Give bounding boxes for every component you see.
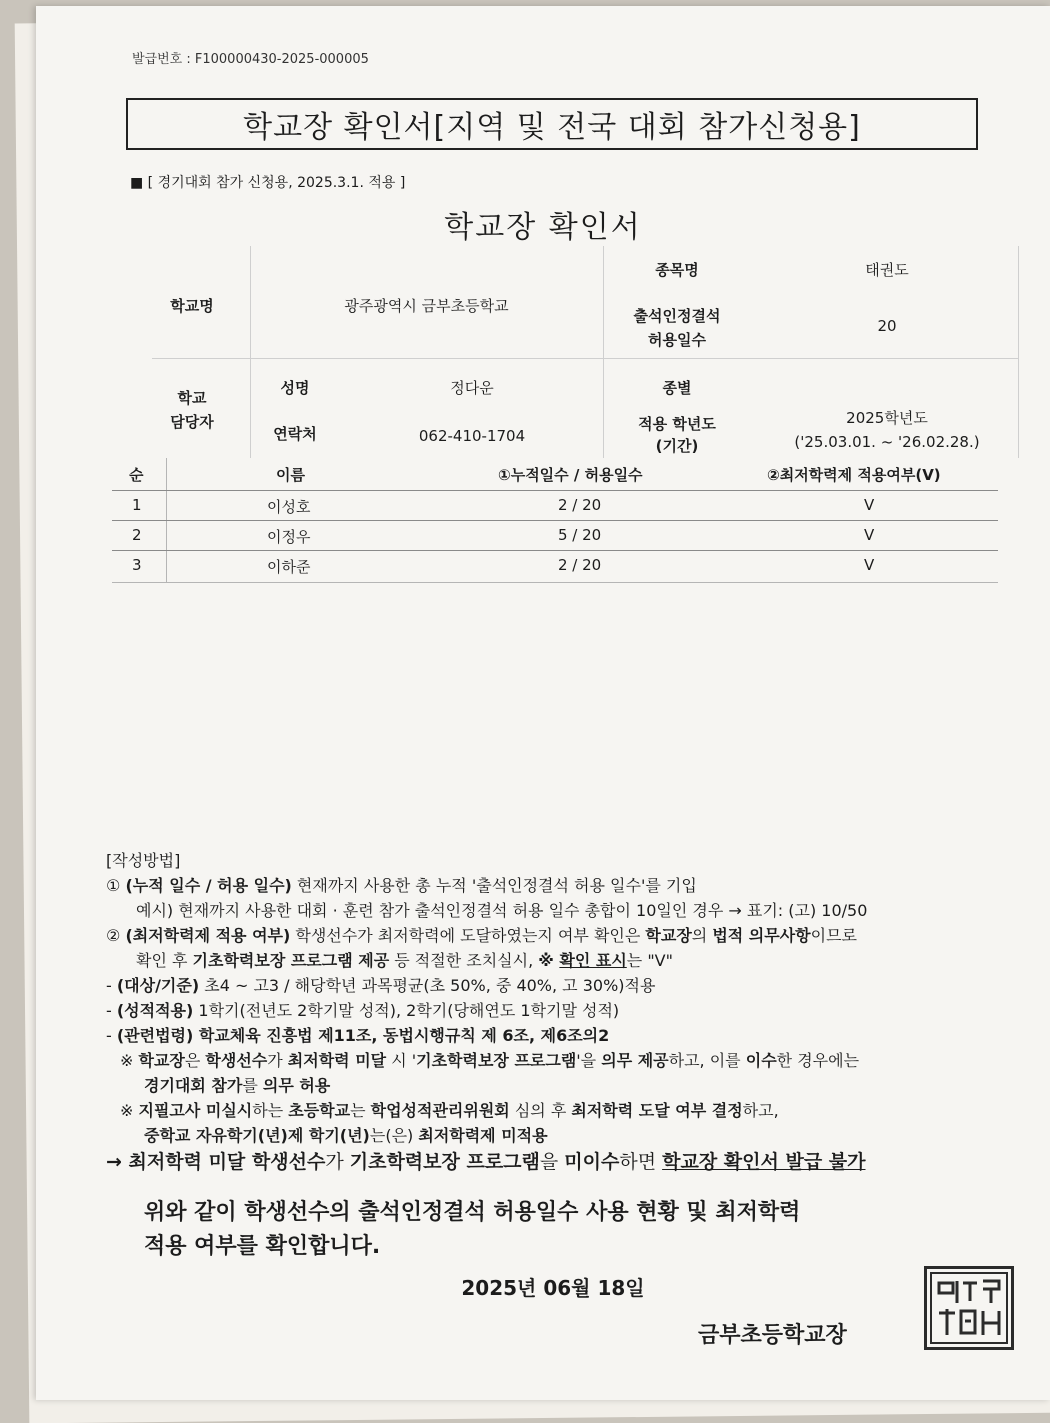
school-label: 학교명 <box>170 297 214 315</box>
year-value-2: ('25.03.01. ~ '26.02.28.) <box>794 433 980 451</box>
row-days: 2 / 20 <box>558 556 602 574</box>
issue-number: 발급번호 : F100000430-2025-000005 <box>132 52 369 67</box>
col-header-name: 이름 <box>276 466 305 484</box>
row-name: 이성호 <box>267 498 311 516</box>
principal-signature: 금부초등학교장 <box>698 1323 847 1348</box>
info-table <box>112 246 988 458</box>
contact-label: 연락처 <box>273 425 317 443</box>
sub-title: 학교장 확인서 <box>444 210 642 245</box>
allowed-days-value: 20 <box>877 317 897 335</box>
guide-line: - (성적적용) 1학기(전년도 2학기말 성적), 2학기(당해연도 1학기말 성적) <box>106 1001 620 1020</box>
guide-line: 예시) 현재까지 사용한 대회 · 훈련 참가 출석인정결석 허용 일수 총합이 10일인 경우 → 표기: (고) 10/50 <box>136 901 868 920</box>
application-notice: ■ [ 경기대회 참가 신청용, 2025.3.1. 적용 ] <box>130 175 406 191</box>
manager-label-1: 학교 <box>177 389 207 407</box>
document-page <box>36 6 1050 1400</box>
year-value-1: 2025학년도 <box>846 409 928 427</box>
guide-line: ① (누적 일수 / 허용 일수) 현재까지 사용한 총 누적 '출석인정결석 허용 일수'를 기입 <box>106 876 697 895</box>
guide-line: 확인 후 기초학력보장 프로그램 제공 등 적절한 조치실시, ※ 확인 표시는 "V" <box>136 951 673 970</box>
col-header-days: ①누적일수 / 허용일수 <box>498 466 643 484</box>
row-applied: V <box>864 526 875 544</box>
row-no: 2 <box>132 526 142 544</box>
name-label: 성명 <box>280 379 310 397</box>
row-days: 2 / 20 <box>558 496 602 514</box>
name-value: 정다운 <box>450 379 494 397</box>
table-row <box>112 492 998 522</box>
event-label: 종목명 <box>655 261 699 279</box>
year-label-1: 적용 학년도 <box>638 415 716 433</box>
year-label-2: (기간) <box>655 437 699 455</box>
guide-line: ※ 지필고사 미실시하는 초등학교는 학업성적관리위원회 심의 후 최저학력 도달 여부 결정하고, <box>120 1101 779 1120</box>
guide-line: 경기대회 참가를 의무 허용 <box>144 1076 331 1095</box>
gender-label: 종별 <box>662 379 692 397</box>
col-header-no: 순 <box>129 466 144 484</box>
col-header-min-academic: ②최저학력제 적용여부(V) <box>767 466 941 484</box>
row-no: 1 <box>132 496 142 514</box>
guide-warning-line: → 최저학력 미달 학생선수가 기초학력보장 프로그램을 미이수하면 학교장 확인서 발급 불가 <box>106 1151 866 1173</box>
table-row <box>112 522 998 552</box>
confirm-line-1: 위와 같이 학생선수의 출석인정결석 허용일수 사용 현황 및 최저학력 <box>144 1200 801 1225</box>
main-title: 학교장 확인서[지역 및 전국 대회 참가신청용] <box>243 110 861 145</box>
manager-label-2: 담당자 <box>170 413 214 431</box>
table-row <box>112 552 998 582</box>
school-value: 광주광역시 금부초등학교 <box>344 297 509 315</box>
official-seal-icon <box>924 1266 1014 1350</box>
row-applied: V <box>864 556 875 574</box>
row-no: 3 <box>132 556 142 574</box>
row-name: 이정우 <box>267 528 311 546</box>
guide-line: ② (최저학력제 적용 여부) 학생선수가 최저학력에 도달하였는지 여부 확인은 학교장의 법적 의무사항이므로 <box>106 926 858 945</box>
guide-line: - (관련법령) 학교체육 진흥법 제11조, 동법시행규칙 제 6조, 제6조의2 <box>106 1026 610 1045</box>
confirmation-statement <box>144 1196 800 1264</box>
allowed-days-label-2: 허용일수 <box>648 331 706 349</box>
event-value: 태권도 <box>865 261 909 279</box>
row-name: 이하준 <box>267 558 311 576</box>
issue-date: 2025년 06월 18일 <box>461 1276 645 1300</box>
guide-heading: [작성방법] <box>106 851 181 870</box>
main-title-box <box>126 98 978 150</box>
guide-line: - (대상/기준) 초4 ~ 고3 / 해당학년 과목평균(초 50%, 중 40%, 고 30%)적용 <box>106 976 656 995</box>
guide-line: ※ 학교장은 학생선수가 최저학력 미달 시 '기초학력보장 프로그램'을 의무 제공하고, 이를 이수한 경우에는 <box>120 1051 860 1070</box>
row-days: 5 / 20 <box>558 526 602 544</box>
confirm-line-2: 적용 여부를 확인합니다. <box>144 1234 381 1259</box>
writing-guide <box>106 848 1006 1175</box>
allowed-days-label-1: 출석인정결석 <box>633 307 721 325</box>
row-applied: V <box>864 496 875 514</box>
guide-line: 중학교 자유학기(년)제 학기(년)는(은) 최저학력제 미적용 <box>144 1126 548 1145</box>
contact-value: 062-410-1704 <box>418 427 526 445</box>
